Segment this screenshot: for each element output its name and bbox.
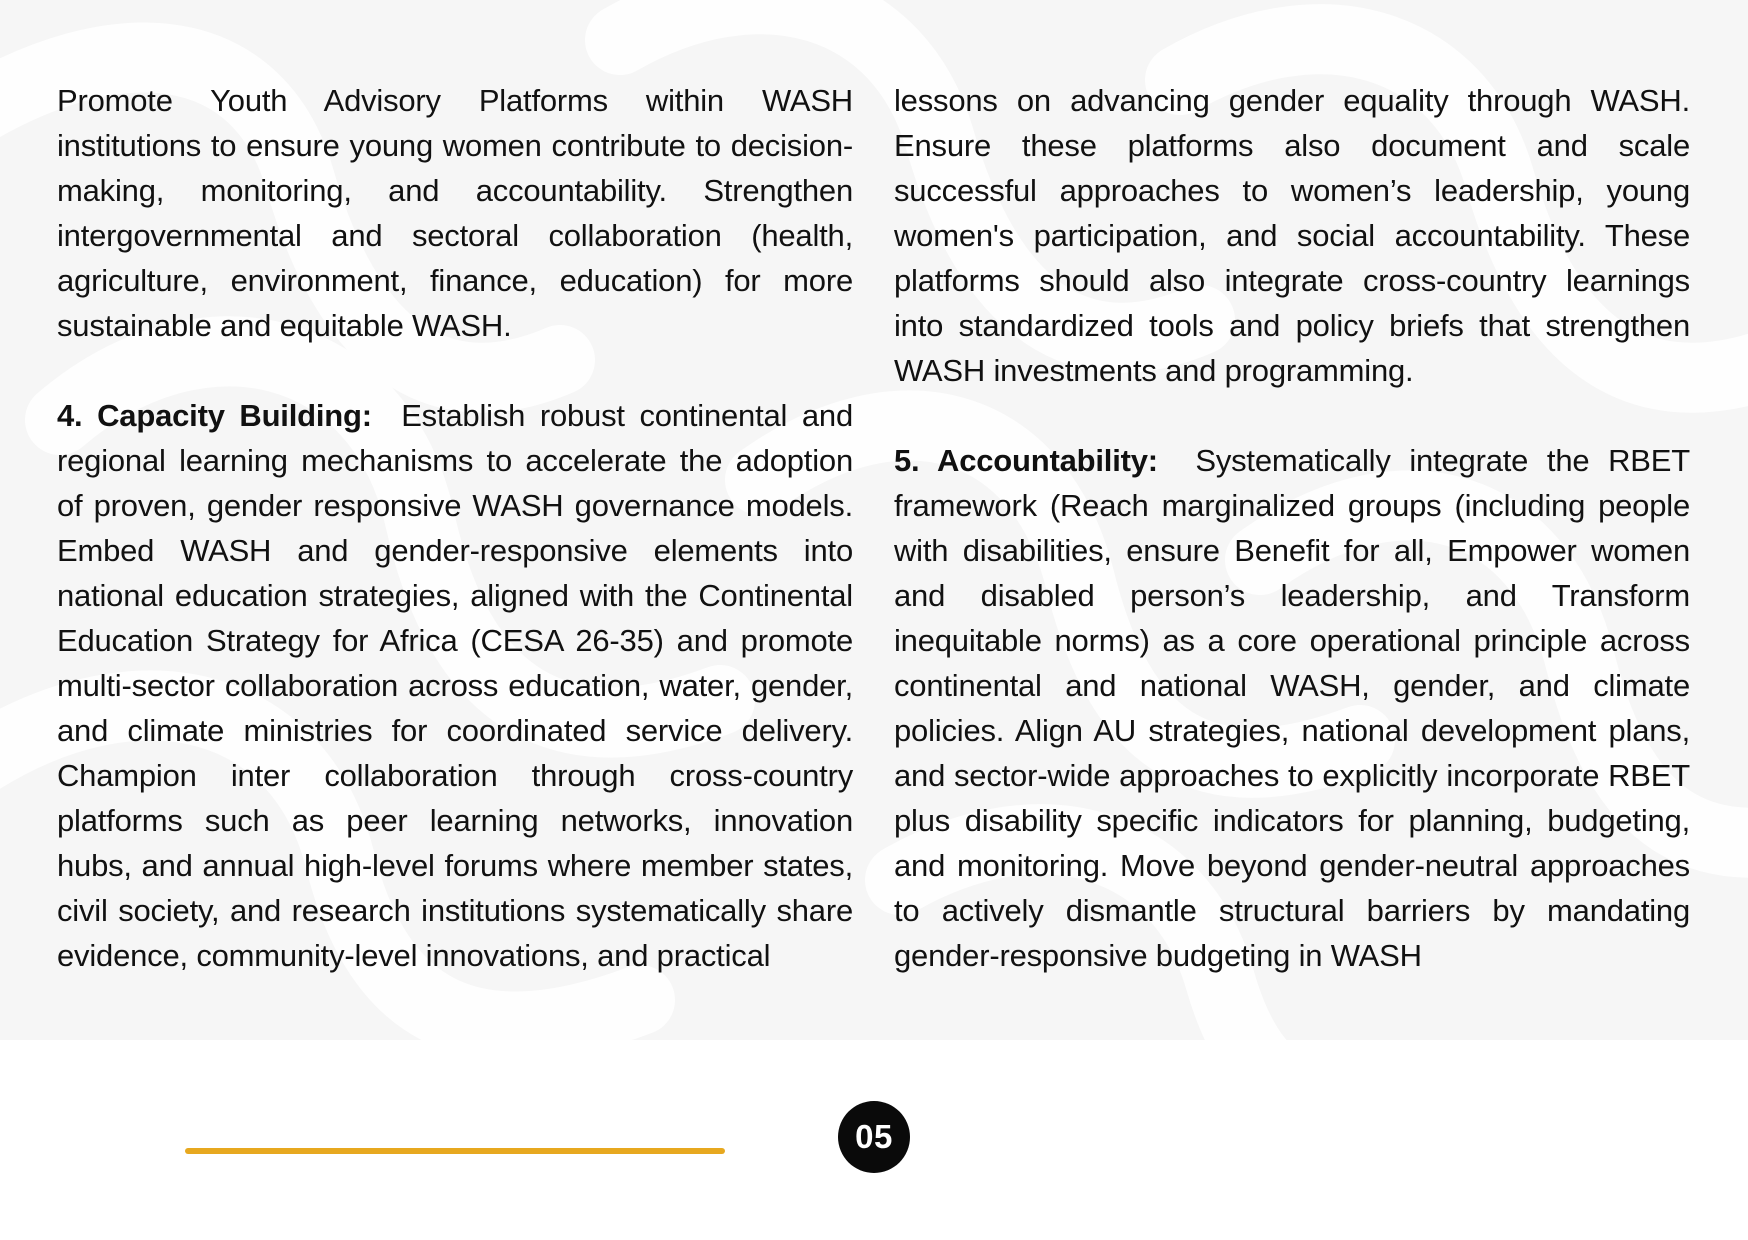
section-4-heading: 4. Capacity Building:: [57, 398, 372, 433]
right-column: [894, 78, 1690, 978]
intro-paragraph: Promote Youth Advisory Platforms within WASH institutions to ensure young women contribute to decision-making, monitoring, and accountability. Strengthen intergovernmental and sectoral collaboration (health, agriculture, environment, finance, education) for more sustainable and equitable WASH.: [57, 83, 853, 343]
page-number-badge: [838, 1101, 910, 1173]
section-4-body: Establish robust continental and regional learning mechanisms to accelerate the adoption of proven, gender responsive WASH governance models. Embed WASH and gender-responsive elements into national education strategies, aligned with the Continental Education Strategy for Africa (CESA 26-35) and promote multi-sector collaboration across education, water, gender, and climate ministries for coordinated service delivery. Champion inter collaboration through cross-country platforms such as peer learning networks, innovation hubs, and annual high-level forums where member states, civil society, and research institutions systematically share evidence, community-level innovations, and practical: [57, 398, 853, 973]
section-4-paragraph: [57, 393, 853, 978]
section-5-heading: 5. Accountability:: [894, 443, 1158, 478]
section-5-paragraph: [894, 438, 1690, 978]
footer-accent-line: [185, 1148, 725, 1154]
section-5-body: Systematically integrate the RBET framework (Reach marginalized groups (including people with disabilities, ensure Benefit for all, Empower women and disabled person’s leadership, and Transform inequitable norms) as a core operational principle across continental and national WASH, gender, and climate policies. Align AU strategies, national development plans, and sector-wide approaches to explicitly incorporate RBET plus disability specific indicators for planning, budgeting, and monitoring. Move beyond gender-neutral approaches to actively dismantle structural barriers by mandating gender-responsive budgeting in WASH: [894, 443, 1690, 973]
continuation-paragraph: lessons on advancing gender equality through WASH. Ensure these platforms also document and scale successful approaches to women’s leadership, young women's participation, and social accountability. These platforms should also integrate cross-country learnings into standardized tools and policy briefs that strengthen WASH investments and programming.: [894, 83, 1690, 388]
left-column: [57, 78, 853, 978]
page-number: 05: [855, 1118, 893, 1155]
